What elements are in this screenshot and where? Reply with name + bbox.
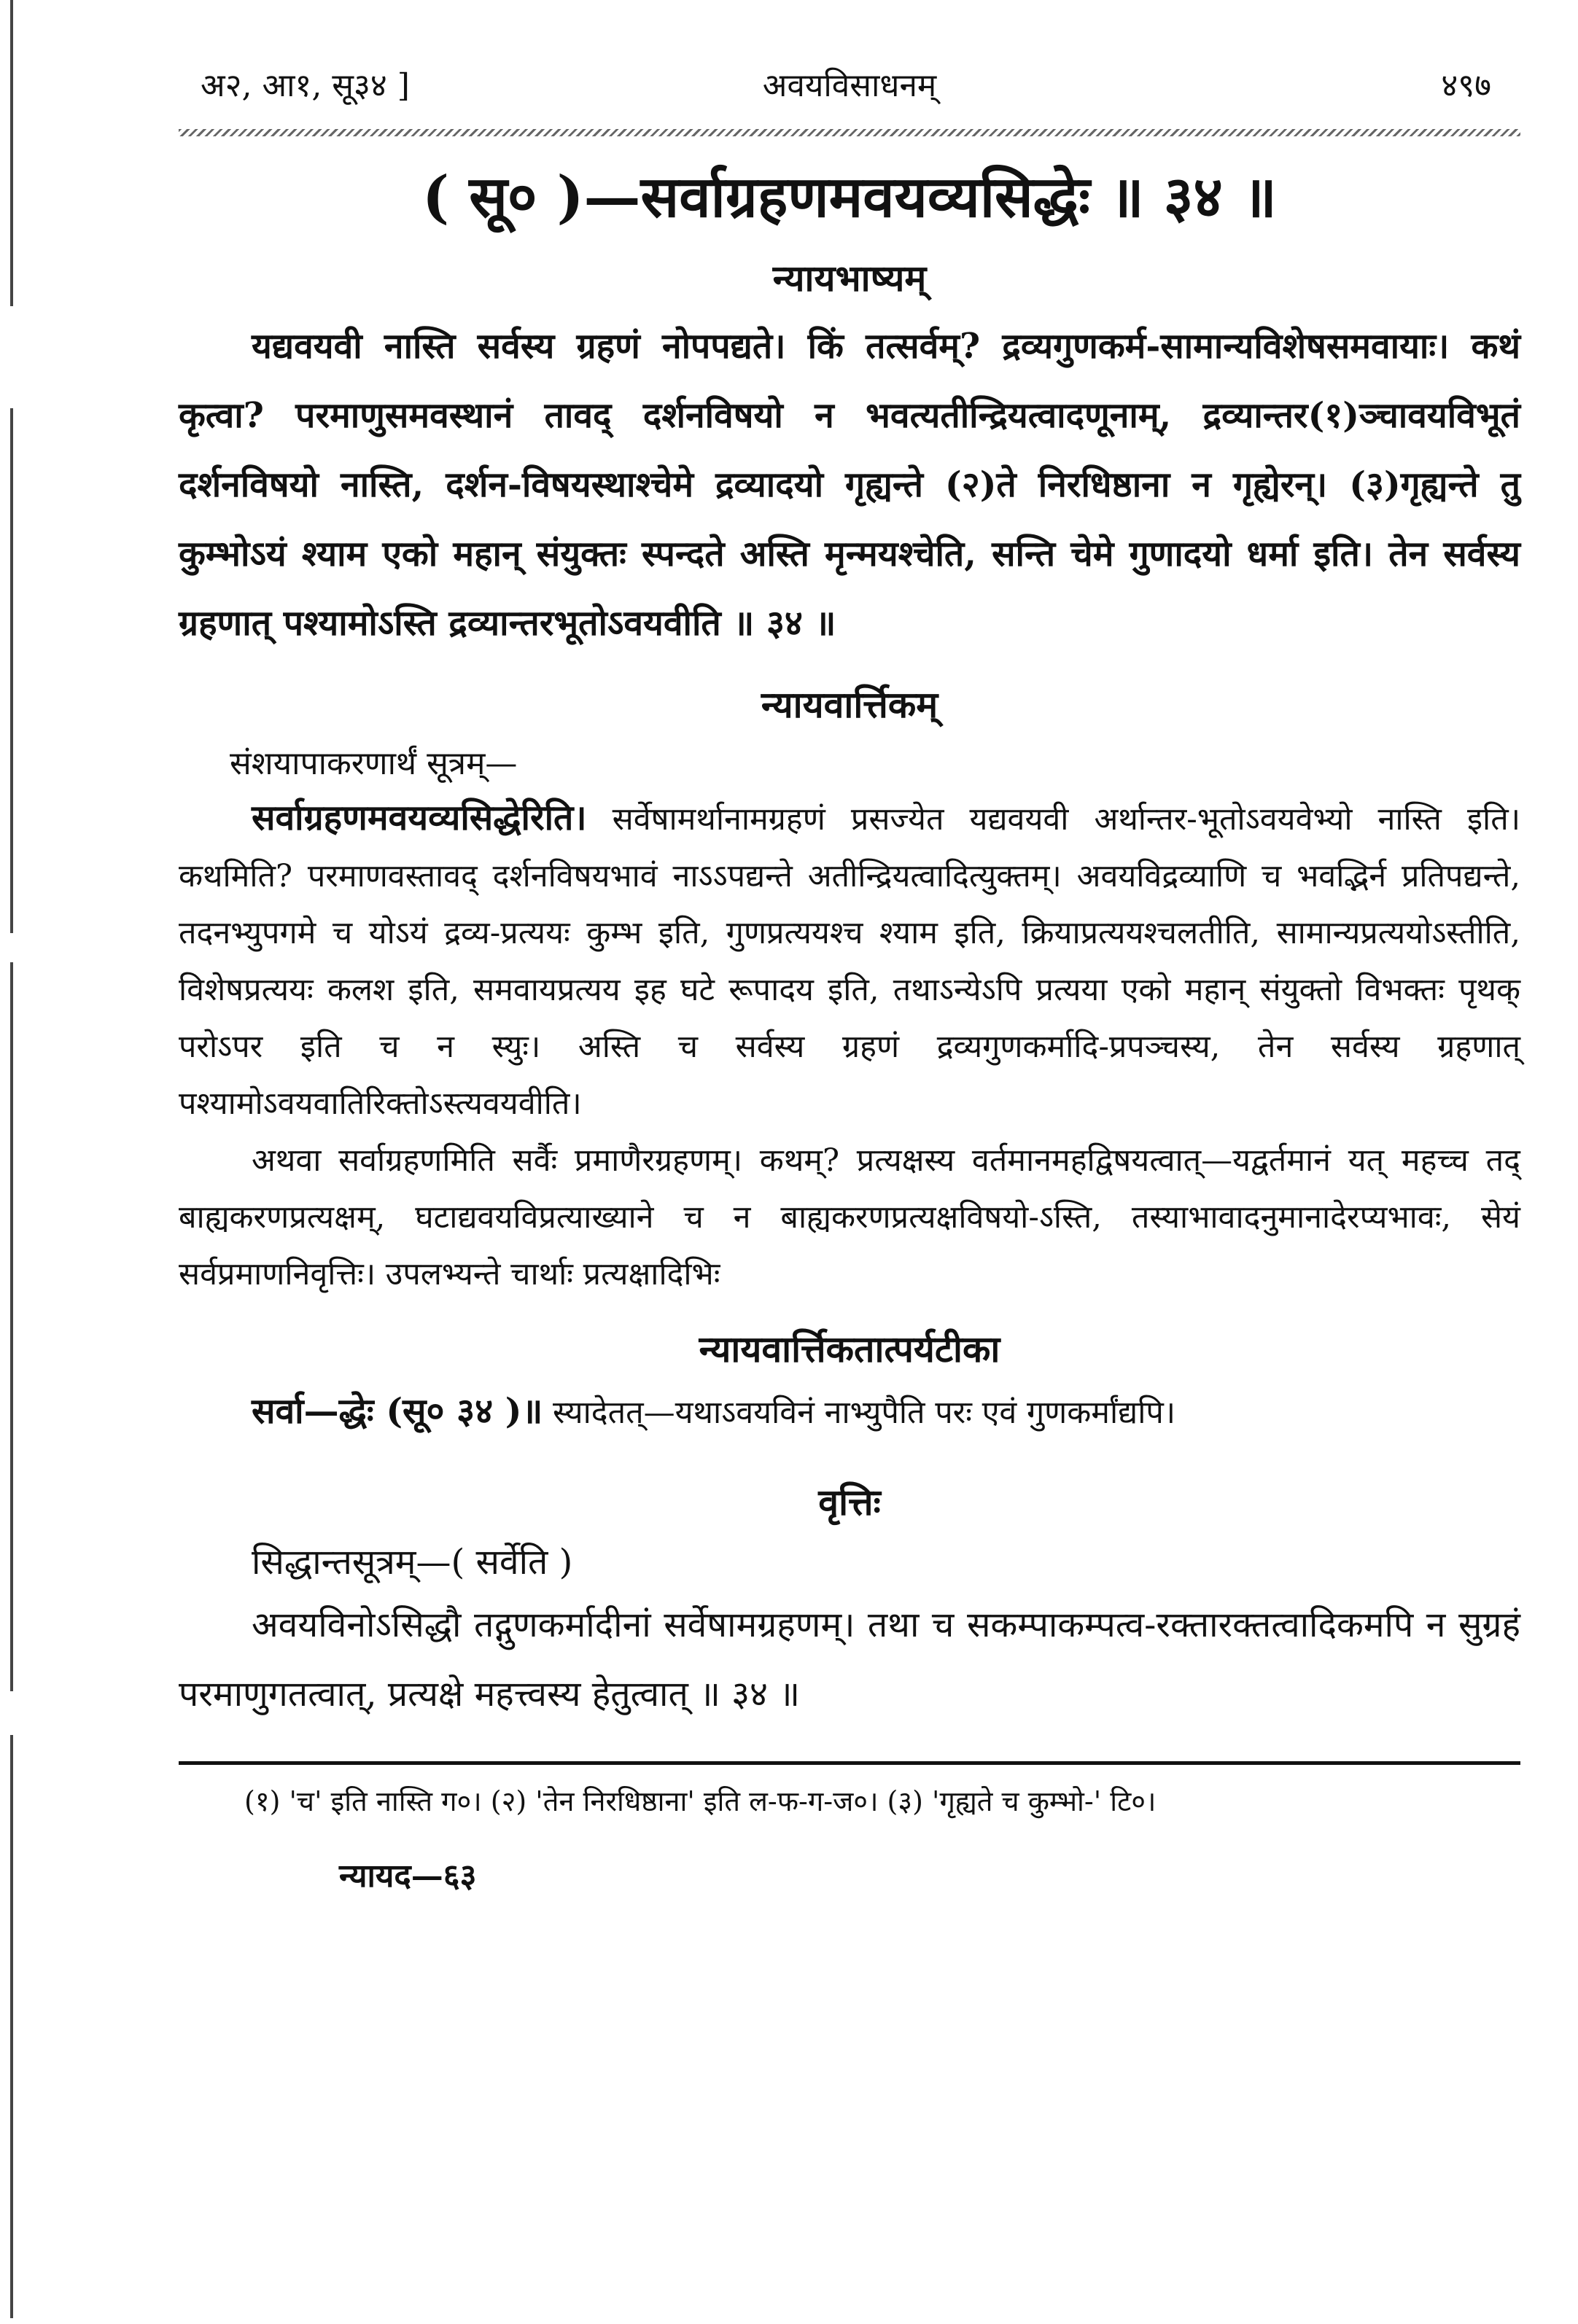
vritti-lead: सिद्धान्तसूत्रम्—( सर्वेति ) — [252, 1542, 573, 1583]
vartika-lead: संशयापाकरणार्थं सूत्रम्— — [230, 745, 518, 783]
margin-mark — [10, 408, 13, 933]
wavy-rule — [179, 129, 1520, 136]
page-number: ४९७ — [1441, 67, 1491, 104]
tika-head: सर्वा—द्धेः (सू० ३४ )॥ — [252, 1391, 543, 1432]
footnotes: (१) 'च' इति नास्ति ग०। (२) 'तेन निरधिष्ठाना' इति ल-फ-ग-ज०। (३) 'गृह्यते च कुम्भो-' टि०। — [244, 1785, 1157, 1818]
vartika-title: न्यायवार्त्तिकम् — [761, 683, 938, 727]
vartika-paragraph-2: अथवा सर्वाग्रहणमिति सर्वैः प्रमाणैरग्रहणम्। कथम्? प्रत्यक्षस्य वर्तमानमहद्विषयत्वात्—यद्वर्तमानं यत् महच्च तद् बाह्यकरणप्रत्यक्षम्, घटाद्यवयविप्रत्याख्याने च न बाह्यकरणप्रत्यक्षविषयो-ऽस्ति, तस्याभावादनुमानादेरप्यभावः, सेयं सर्वप्रमाणनिवृत्तिः। उपलभ्यन्ते चार्थाः प्रत्यक्षादिभिः — [179, 1142, 1520, 1293]
sutra-heading: ( सू० )—सर्वाग्रहणमवयव्यसिद्धेः ॥ ३४ ॥ — [422, 164, 1277, 230]
vritti-text: अवयविनोऽसिद्धौ तद्गुणकर्मादीनां सर्वेषामग्रहणम्। तथा च सकम्पाकम्पत्व-रक्तारक्तत्वादिकमपि न सुग्रहं परमाणुगतत्वात्, प्रत्यक्षे महत्त्वस्य हेतुत्वात् ॥ ३४ ॥ — [179, 1604, 1520, 1715]
vritti-title: वृत्तिः — [818, 1481, 881, 1524]
page — [179, 40, 1520, 1896]
margin-mark — [10, 0, 13, 306]
margin-marks — [10, 0, 20, 2324]
running-head-title: अवयविसाधनम् — [762, 67, 937, 104]
tika-text: स्यादेतत्—यथाऽवयविनं नाभ्युपैति परः एवं गुणकर्मांद्यपि। — [552, 1395, 1176, 1432]
margin-mark — [10, 962, 13, 1691]
vartika-paragraph-1 — [179, 789, 1520, 1132]
footnote-rule — [179, 1761, 1520, 1765]
running-head — [179, 40, 1520, 128]
tika-title: न्यायवार्त्तिकतात्पर्यटीका — [699, 1327, 1000, 1371]
tika-paragraph — [179, 1383, 1520, 1441]
running-head-reference: अ२, आ१, सू३४ ] — [201, 67, 410, 104]
signature-mark: न्यायद—६३ — [339, 1857, 477, 1895]
margin-mark — [10, 1735, 13, 2318]
bhashya-text: यद्यवयवी नास्ति सर्वस्य ग्रहणं नोपपद्यते। किं तत्सर्वम्? द्रव्यगुणकर्म-सामान्यविशेषसमवायाः। कथं कृत्वा? परमाणुसमवस्थानं तावद् दर्शनविषयो न भवत्यतीन्द्रियत्वादणूनाम्, द्रव्यान्तर(१)ञ्चावयविभूतं दर्शनविषयो नास्ति, दर्शन-विषयस्थाश्चेमे द्रव्यादयो गृह्यन्ते (२)ते निरधिष्ठाना न गृह्येरन्। (३)गृह्यन्ते तु कुम्भोऽयं श्याम एको महान् संयुक्तः स्पन्दते अस्ति मृन्मयश्चेति, सन्ति चेमे गुणादयो धर्मा इति। तेन सर्वस्य ग्रहणात् पश्यामोऽस्ति द्रव्यान्तरभूतोऽवयवीति ॥ ३४ ॥ — [179, 326, 1520, 644]
vartika-text-1: सर्वेषामर्थानामग्रहणं प्रसज्येत यद्यवयवी अर्थान्तर-भूतोऽवयवेभ्यो नास्ति इति। कथमिति? परमाणवस्तावद् दर्शनविषयभावं नाऽऽपद्यन्ते अतीन्द्रियत्वादित्युक्तम्। अवयविद्रव्याणि च भवद्भिर्न प्रतिपद्यन्ते, तदनभ्युपगमे च योऽयं द्रव्य-प्रत्ययः कुम्भ इति, गुणप्रत्ययश्च श्याम इति, क्रियाप्रत्ययश्चलतीति, सामान्यप्रत्ययोऽस्तीति, विशेषप्रत्ययः कलश इति, समवायप्रत्यय इह घटे रूपादय इति, तथाऽन्येऽपि प्रत्यया एको महान् संयुक्तो विभक्तः पृथक् परोऽपर इति च न स्युः। अस्ति च सर्वस्य ग्रहणं द्रव्यगुणकर्मादि-प्रपञ्चस्य, तेन सर्वस्य ग्रहणात् पश्यामोऽवयवातिरिक्तोऽस्त्यवयवीति। — [179, 801, 1520, 1123]
bhashya-title: न्यायभाष्यम् — [772, 257, 927, 300]
vartika-sutra: सर्वाग्रहणमवयव्यसिद्धेरिति। — [252, 798, 587, 839]
